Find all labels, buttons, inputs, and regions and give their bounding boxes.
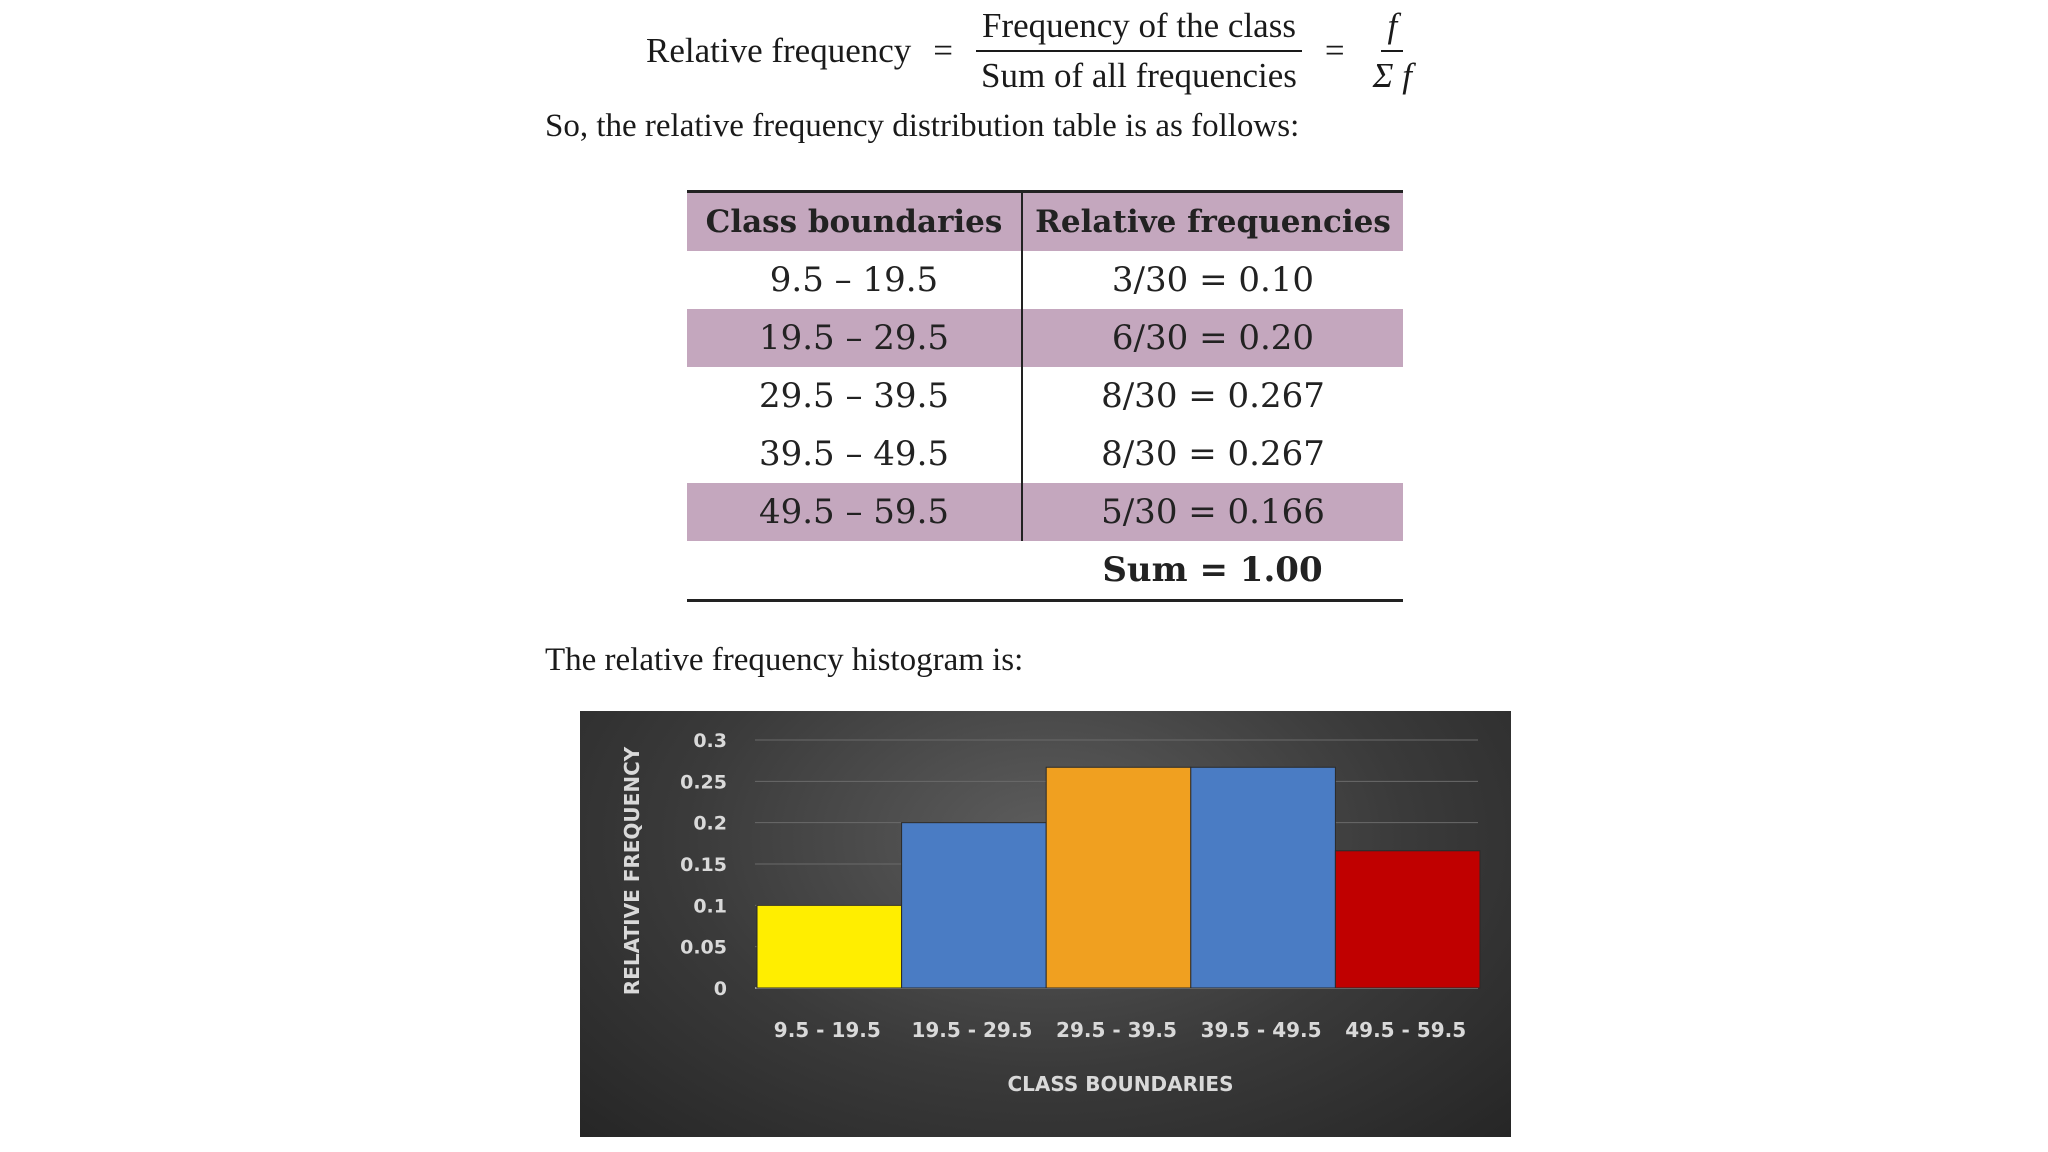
histogram-svg xyxy=(580,711,1511,1137)
y-axis-title: RELATIVE FREQUENCY xyxy=(620,746,644,996)
x-tick-label: 19.5 - 29.5 xyxy=(911,1018,1033,1042)
histogram-bar xyxy=(1191,767,1336,988)
y-tick-label: 0 xyxy=(713,978,727,1000)
x-axis-title: CLASS BOUNDARIES xyxy=(1007,1072,1234,1096)
formula-equals-2: = xyxy=(1324,31,1345,70)
y-tick-label: 0.1 xyxy=(693,895,727,918)
table-row xyxy=(687,425,1403,483)
table-header-row xyxy=(687,192,1403,252)
table-row xyxy=(687,367,1403,425)
x-tick-label: 29.5 - 39.5 xyxy=(1056,1018,1177,1042)
table-row xyxy=(687,483,1403,541)
cell-empty xyxy=(687,541,1022,601)
formula-fraction xyxy=(975,6,1303,96)
y-tick-label: 0.25 xyxy=(680,771,727,794)
cell-relative-frequency: 6/30 = 0.20 xyxy=(1111,318,1315,358)
formula-equals: = xyxy=(933,31,954,70)
cell-class: 9.5 – 19.5 xyxy=(687,251,1022,309)
histogram-bar xyxy=(1335,851,1480,988)
formula-lhs: Relative frequency xyxy=(646,31,912,70)
intro-text: So, the relative frequency distribution table is as follows: xyxy=(545,108,1300,144)
table-row xyxy=(687,309,1403,367)
histogram-bar xyxy=(757,905,902,988)
cell-relative-frequency: 5/30 = 0.166 xyxy=(1101,492,1325,532)
y-tick-label: 0.3 xyxy=(693,730,727,752)
cell-class: 39.5 – 49.5 xyxy=(687,425,1022,483)
formula-fraction-short xyxy=(1367,6,1418,96)
formula-numerator: Frequency of the class xyxy=(976,6,1302,52)
y-tick-label: 0.2 xyxy=(693,812,727,835)
formula-denominator: Sum of all frequencies xyxy=(981,56,1297,95)
histogram-chart xyxy=(580,711,1511,1137)
cell-relative-frequency: 3/30 = 0.10 xyxy=(1111,260,1315,300)
y-tick-label: 0.15 xyxy=(680,854,727,876)
table-row xyxy=(687,251,1403,309)
x-tick-label: 9.5 - 19.5 xyxy=(773,1018,881,1042)
header-class-boundaries: Class boundaries xyxy=(687,192,1022,252)
relative-frequency-table xyxy=(687,190,1403,602)
y-tick-label: 0.05 xyxy=(680,936,727,959)
table-sum-row xyxy=(687,541,1403,601)
cell-relative-frequency: 8/30 = 0.267 xyxy=(1101,376,1325,416)
formula-numerator-short: f xyxy=(1381,6,1403,52)
cell-class: 29.5 – 39.5 xyxy=(687,367,1022,425)
cell-class: 49.5 – 59.5 xyxy=(687,483,1022,541)
histogram-bar xyxy=(902,823,1047,988)
x-tick-label: 39.5 - 49.5 xyxy=(1200,1018,1322,1042)
formula-denominator-short: Σ f xyxy=(1372,56,1412,95)
cell-sum: Sum = 1.00 xyxy=(1022,541,1403,601)
histogram-intro-text: The relative frequency histogram is: xyxy=(545,642,1024,678)
x-tick-label: 49.5 - 59.5 xyxy=(1345,1018,1467,1042)
cell-relative-frequency: 8/30 = 0.267 xyxy=(1101,434,1325,474)
cell-class: 19.5 – 29.5 xyxy=(687,309,1022,367)
header-relative-frequencies: Relative frequencies xyxy=(1035,204,1391,240)
histogram-bar xyxy=(1046,767,1191,988)
formula xyxy=(646,6,1418,96)
